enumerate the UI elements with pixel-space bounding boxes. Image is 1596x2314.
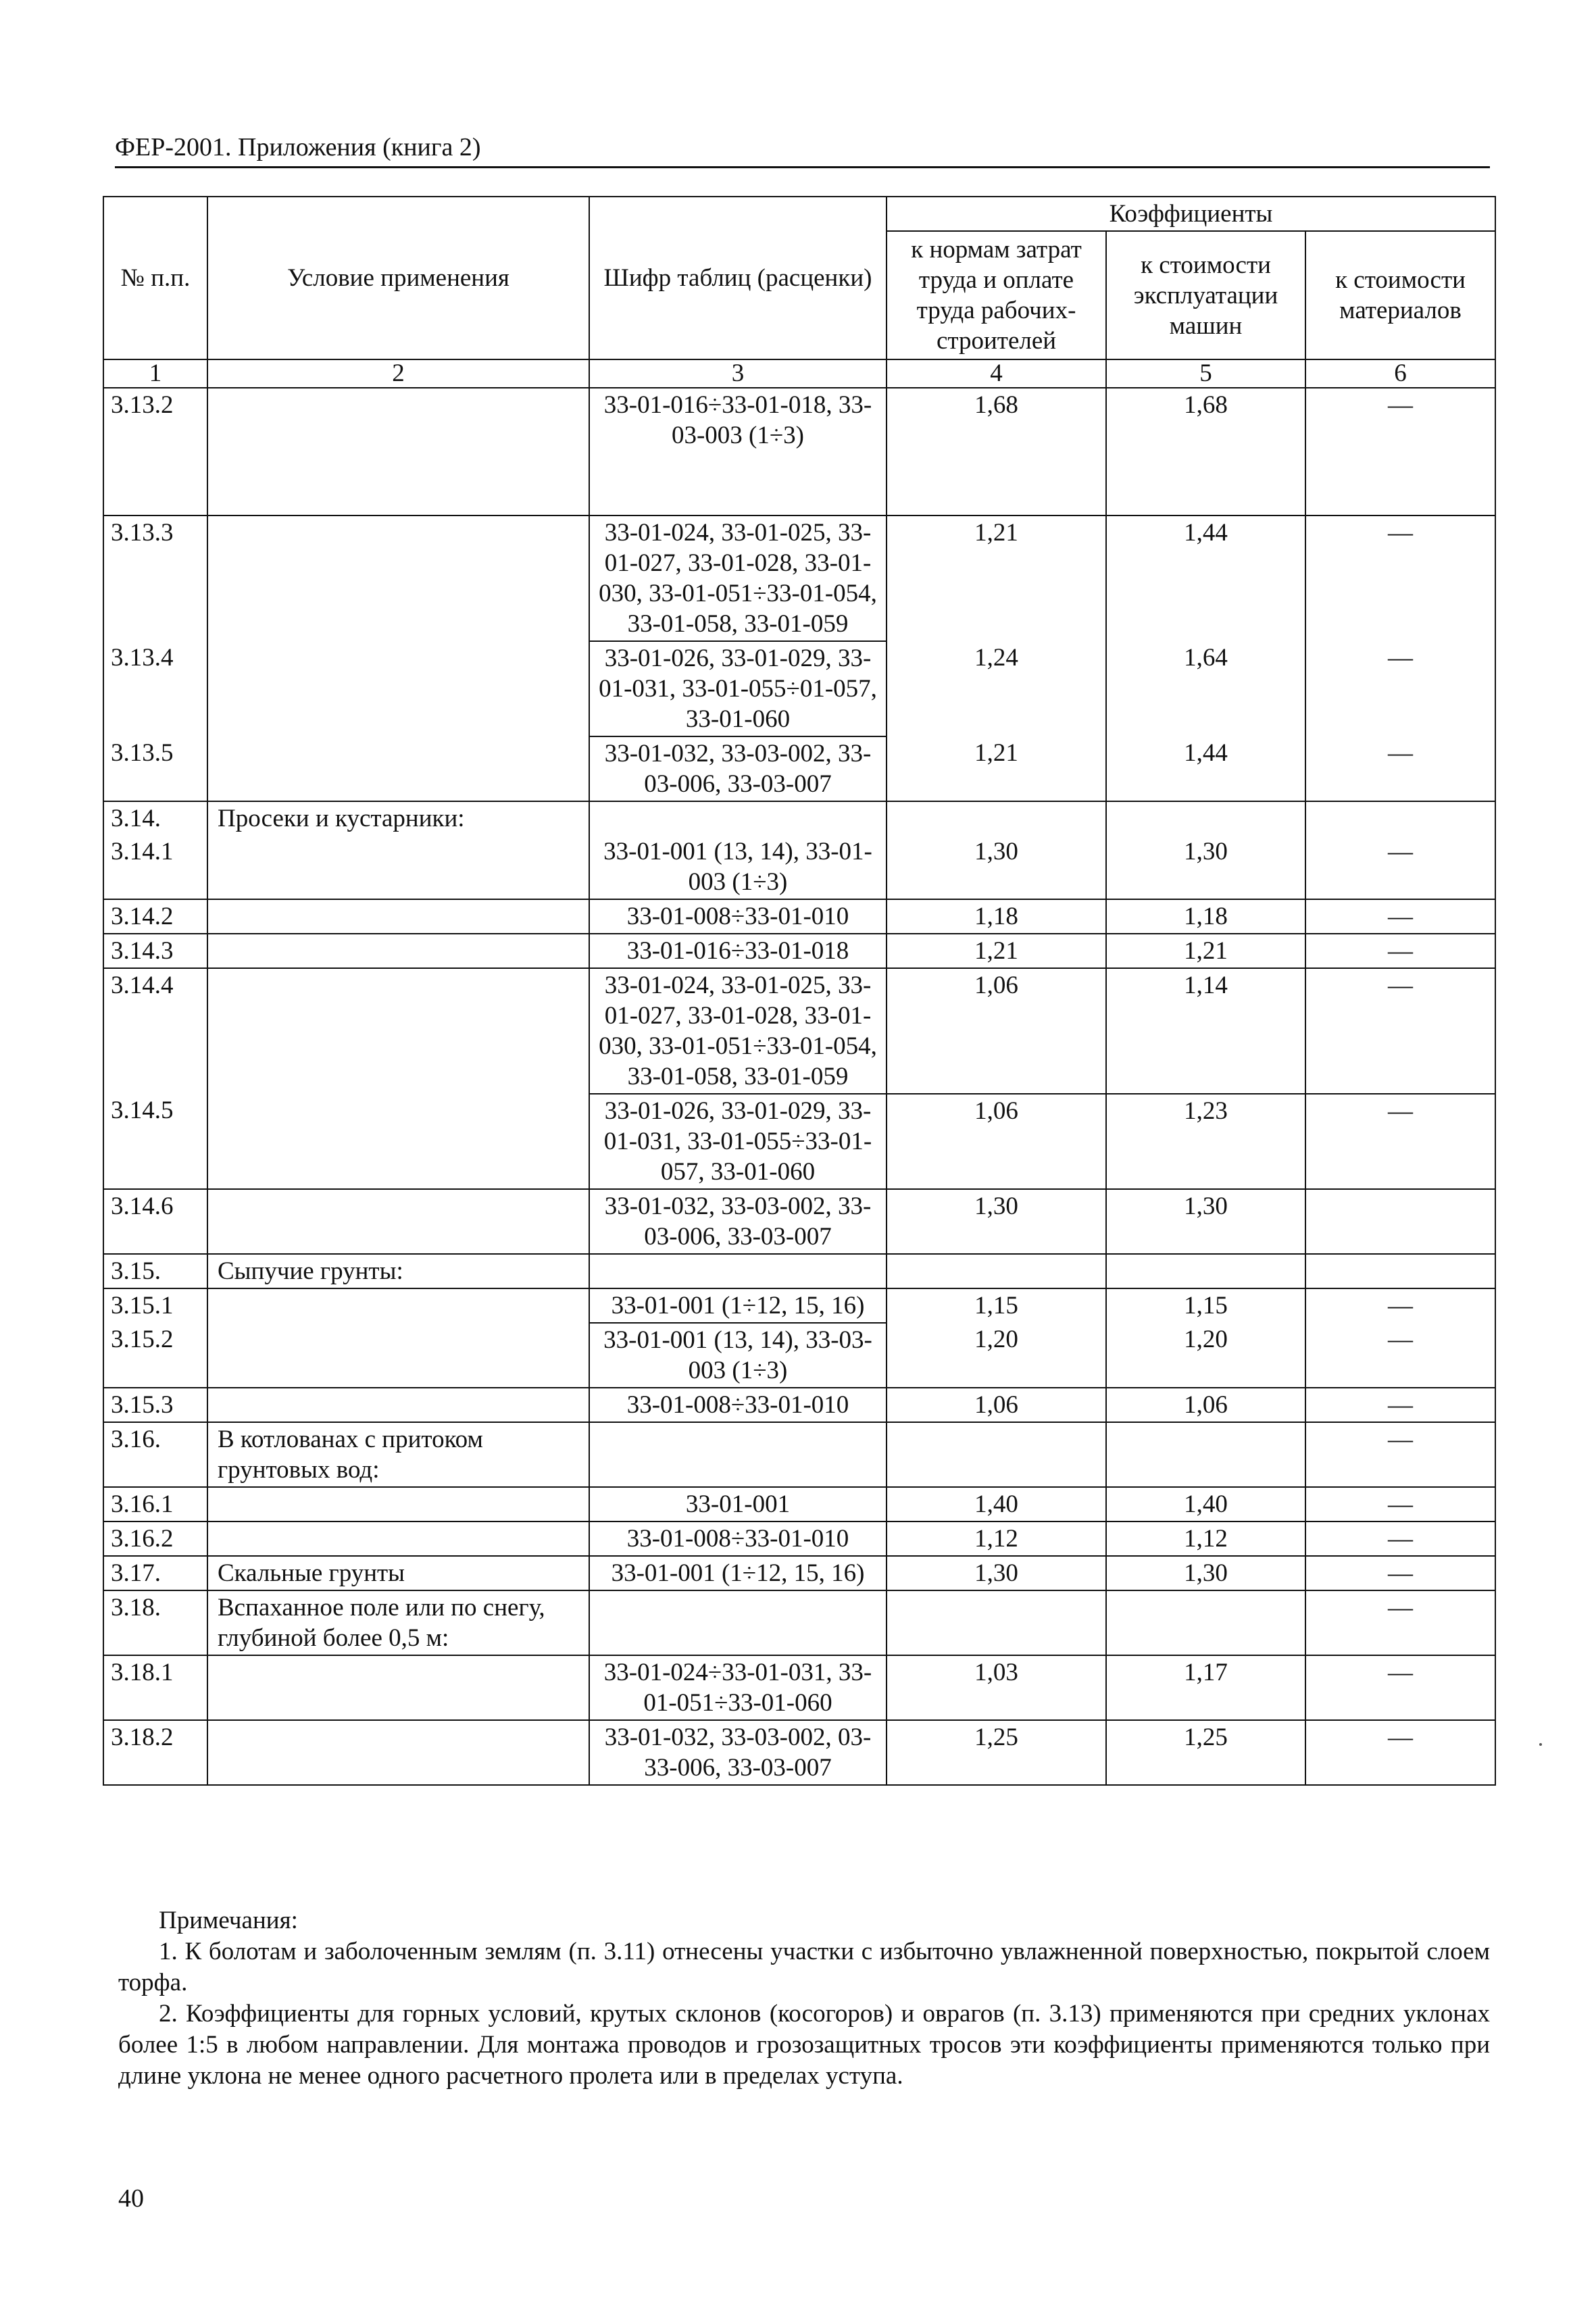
row-materials: — (1305, 1422, 1495, 1487)
note-item: 1. К болотам и заболоченным землям (п. 3.11) отнесены участки с избыточно увлажненной поверхностью, покрытой слоем торфа. (118, 1938, 1490, 1996)
notes-title: Примечания: (159, 1907, 298, 1934)
row-code: 33-01-024, 33-01-025, 33-01-027, 33-01-028, 33-01-030, 33-01-051÷33-01-054, 33-01-058, 33-01-059 (589, 515, 887, 641)
page-number: 40 (118, 2184, 144, 2213)
row-condition (207, 1521, 589, 1556)
document-title: ФЕР-2001. Приложения (книга 2) (115, 133, 481, 161)
row-machines: 1,30 (1106, 835, 1305, 899)
row-machines (1106, 1254, 1305, 1288)
table-row (103, 1655, 1495, 1720)
table-row (103, 1254, 1495, 1288)
table-row (103, 1590, 1495, 1655)
table-row (103, 835, 1495, 899)
row-materials: — (1305, 736, 1495, 801)
row-condition (207, 1388, 589, 1422)
row-code: 33-01-016÷33-01-018 (589, 934, 887, 968)
row-num: 3.15.1 (103, 1288, 207, 1323)
row-num: 3.18. (103, 1590, 207, 1655)
table-row (103, 801, 1495, 835)
column-number: 6 (1305, 359, 1495, 388)
table-row (103, 1094, 1495, 1189)
row-condition: Скальные грунты (207, 1556, 589, 1590)
row-machines: 1,20 (1106, 1323, 1305, 1388)
row-machines: 1,06 (1106, 1388, 1305, 1422)
row-code: 33-01-032, 33-03-002, 33-03-006, 33-03-007 (589, 736, 887, 801)
table-row (103, 1556, 1495, 1590)
row-labor: 1,30 (887, 1556, 1106, 1590)
row-materials (1305, 801, 1495, 835)
table-row (103, 1189, 1495, 1254)
row-code (589, 1254, 887, 1288)
row-labor: 1,20 (887, 1323, 1106, 1388)
row-condition (207, 1323, 589, 1388)
row-num: 3.13.2 (103, 388, 207, 515)
column-number: 1 (103, 359, 207, 388)
row-num: 3.14.6 (103, 1189, 207, 1254)
row-labor: 1,24 (887, 641, 1106, 736)
row-machines: 1,44 (1106, 515, 1305, 641)
row-labor: 1,12 (887, 1521, 1106, 1556)
row-num: 3.14.3 (103, 934, 207, 968)
header-materials: к стоимости материалов (1305, 231, 1495, 359)
row-materials: — (1305, 641, 1495, 736)
row-materials: — (1305, 1487, 1495, 1521)
table-row (103, 1521, 1495, 1556)
row-materials: — (1305, 1655, 1495, 1720)
row-machines: 1,21 (1106, 934, 1305, 968)
row-materials: — (1305, 1590, 1495, 1655)
row-num: 3.13.3 (103, 515, 207, 641)
table-row (103, 934, 1495, 968)
header-code: Шифр таблиц (расценки) (589, 197, 887, 359)
row-num: 3.15. (103, 1254, 207, 1288)
row-machines: 1,17 (1106, 1655, 1305, 1720)
row-labor: 1,06 (887, 1388, 1106, 1422)
table-row (103, 1288, 1495, 1323)
row-materials: — (1305, 1521, 1495, 1556)
row-machines: 1,64 (1106, 641, 1305, 736)
row-condition (207, 1720, 589, 1785)
row-num: 3.14.2 (103, 899, 207, 934)
row-code (589, 1590, 887, 1655)
table-row (103, 968, 1495, 1094)
row-condition: Сыпучие грунты: (207, 1254, 589, 1288)
row-num: 3.15.2 (103, 1323, 207, 1388)
row-num: 3.17. (103, 1556, 207, 1590)
row-labor: 1,68 (887, 388, 1106, 515)
row-materials (1305, 1254, 1495, 1288)
table-row (103, 899, 1495, 934)
column-number: 4 (887, 359, 1106, 388)
row-materials: — (1305, 934, 1495, 968)
row-condition (207, 835, 589, 899)
row-labor: 1,40 (887, 1487, 1106, 1521)
scan-dot (1539, 1743, 1542, 1746)
row-labor: 1,21 (887, 934, 1106, 968)
row-code: 33-01-026, 33-01-029, 33-01-031, 33-01-055÷01-057, 33-01-060 (589, 641, 887, 736)
column-number: 3 (589, 359, 887, 388)
row-condition (207, 1655, 589, 1720)
row-labor (887, 1590, 1106, 1655)
row-num: 3.16.1 (103, 1487, 207, 1521)
row-code: 33-01-024, 33-01-025, 33-01-027, 33-01-028, 33-01-030, 33-01-051÷33-01-054, 33-01-058, 33-01-059 (589, 968, 887, 1094)
row-code: 33-01-001 (13, 14), 33-03-003 (1÷3) (589, 1323, 887, 1388)
row-materials: — (1305, 515, 1495, 641)
row-machines: 1,25 (1106, 1720, 1305, 1785)
row-labor (887, 1422, 1106, 1487)
row-machines: 1,12 (1106, 1521, 1305, 1556)
row-labor: 1,06 (887, 1094, 1106, 1189)
row-condition (207, 968, 589, 1094)
row-materials (1305, 1189, 1495, 1254)
row-code: 33-01-001 (589, 1487, 887, 1521)
table-row (103, 1487, 1495, 1521)
header-num: № п.п. (103, 197, 207, 359)
row-condition (207, 1288, 589, 1323)
row-code: 33-01-001 (1÷12, 15, 16) (589, 1556, 887, 1590)
column-number: 2 (207, 359, 589, 388)
row-num: 3.15.3 (103, 1388, 207, 1422)
row-machines: 1,18 (1106, 899, 1305, 934)
header-machines: к стоимости эксплуатации машин (1106, 231, 1305, 359)
row-condition (207, 1189, 589, 1254)
row-code: 33-01-001 (13, 14), 33-01-003 (1÷3) (589, 835, 887, 899)
row-num: 3.18.2 (103, 1720, 207, 1785)
row-machines: 1,30 (1106, 1189, 1305, 1254)
row-machines (1106, 1590, 1305, 1655)
row-machines: 1,40 (1106, 1487, 1305, 1521)
table-row (103, 515, 1495, 641)
row-num: 3.14.5 (103, 1094, 207, 1189)
row-code (589, 1422, 887, 1487)
page-header (115, 132, 1490, 168)
row-condition: Вспаханное поле или по снегу, глубиной более 0,5 м: (207, 1590, 589, 1655)
row-num: 3.14. (103, 801, 207, 835)
row-materials: — (1305, 1720, 1495, 1785)
row-labor: 1,06 (887, 968, 1106, 1094)
row-code: 33-01-008÷33-01-010 (589, 1388, 887, 1422)
row-labor: 1,30 (887, 835, 1106, 899)
row-code: 33-01-032, 33-03-002, 33-03-006, 33-03-007 (589, 1189, 887, 1254)
row-code: 33-01-016÷33-01-018, 33-03-003 (1÷3) (589, 388, 887, 515)
row-num: 3.13.5 (103, 736, 207, 801)
column-number: 5 (1106, 359, 1305, 388)
row-labor: 1,03 (887, 1655, 1106, 1720)
row-num: 3.18.1 (103, 1655, 207, 1720)
row-condition (207, 1487, 589, 1521)
row-machines (1106, 801, 1305, 835)
row-materials: — (1305, 1556, 1495, 1590)
row-condition (207, 934, 589, 968)
row-machines: 1,68 (1106, 388, 1305, 515)
row-code (589, 801, 887, 835)
header-condition: Условие применения (207, 197, 589, 359)
row-condition (207, 641, 589, 736)
row-machines: 1,14 (1106, 968, 1305, 1094)
row-num: 3.14.1 (103, 835, 207, 899)
row-materials: — (1305, 388, 1495, 515)
row-code: 33-01-032, 33-03-002, 03-33-006, 33-03-007 (589, 1720, 887, 1785)
row-labor: 1,25 (887, 1720, 1106, 1785)
row-machines (1106, 1422, 1305, 1487)
row-code: 33-01-026, 33-01-029, 33-01-031, 33-01-055÷33-01-057, 33-01-060 (589, 1094, 887, 1189)
row-num: 3.16. (103, 1422, 207, 1487)
row-labor (887, 801, 1106, 835)
row-labor: 1,18 (887, 899, 1106, 934)
table-row (103, 1388, 1495, 1422)
row-machines: 1,30 (1106, 1556, 1305, 1590)
table-row (103, 388, 1495, 515)
header-labor: к нормам затрат труда и оплате труда рабочих-строителей (887, 231, 1106, 359)
row-condition: В котлованах с притоком грунтовых вод: (207, 1422, 589, 1487)
row-labor: 1,21 (887, 736, 1106, 801)
row-condition (207, 515, 589, 641)
coefficients-table (103, 196, 1496, 1786)
table-row (103, 641, 1495, 736)
row-condition (207, 899, 589, 934)
row-condition (207, 736, 589, 801)
row-labor: 1,30 (887, 1189, 1106, 1254)
notes-section (118, 1905, 1490, 2092)
table-row (103, 736, 1495, 801)
row-num: 3.16.2 (103, 1521, 207, 1556)
row-labor: 1,21 (887, 515, 1106, 641)
row-materials: — (1305, 899, 1495, 934)
row-materials: — (1305, 1094, 1495, 1189)
row-materials: — (1305, 835, 1495, 899)
row-machines: 1,23 (1106, 1094, 1305, 1189)
row-code: 33-01-008÷33-01-010 (589, 1521, 887, 1556)
row-condition (207, 388, 589, 515)
row-materials: — (1305, 1288, 1495, 1323)
note-item: 2. Коэффициенты для горных условий, крутых склонов (косогоров) и оврагов (п. 3.13) применяются при средних уклонах более 1:5 в любом направлении. Для монтажа проводов и грозозащитных тросов эти коэффициенты применяются только при длине уклона не менее одного расчетного пролета или в пределах уступа. (118, 2000, 1490, 2090)
row-materials: — (1305, 1388, 1495, 1422)
table-row (103, 1323, 1495, 1388)
row-machines: 1,15 (1106, 1288, 1305, 1323)
row-materials: — (1305, 968, 1495, 1094)
row-condition (207, 1094, 589, 1189)
table-row (103, 1720, 1495, 1785)
row-materials: — (1305, 1323, 1495, 1388)
row-labor (887, 1254, 1106, 1288)
row-condition: Просеки и кустарники: (207, 801, 589, 835)
header-coefficients: Коэффициенты (887, 197, 1495, 231)
row-code: 33-01-008÷33-01-010 (589, 899, 887, 934)
row-num: 3.14.4 (103, 968, 207, 1094)
row-labor: 1,15 (887, 1288, 1106, 1323)
row-num: 3.13.4 (103, 641, 207, 736)
row-code: 33-01-024÷33-01-031, 33-01-051÷33-01-060 (589, 1655, 887, 1720)
row-machines: 1,44 (1106, 736, 1305, 801)
table-row (103, 1422, 1495, 1487)
row-code: 33-01-001 (1÷12, 15, 16) (589, 1288, 887, 1323)
